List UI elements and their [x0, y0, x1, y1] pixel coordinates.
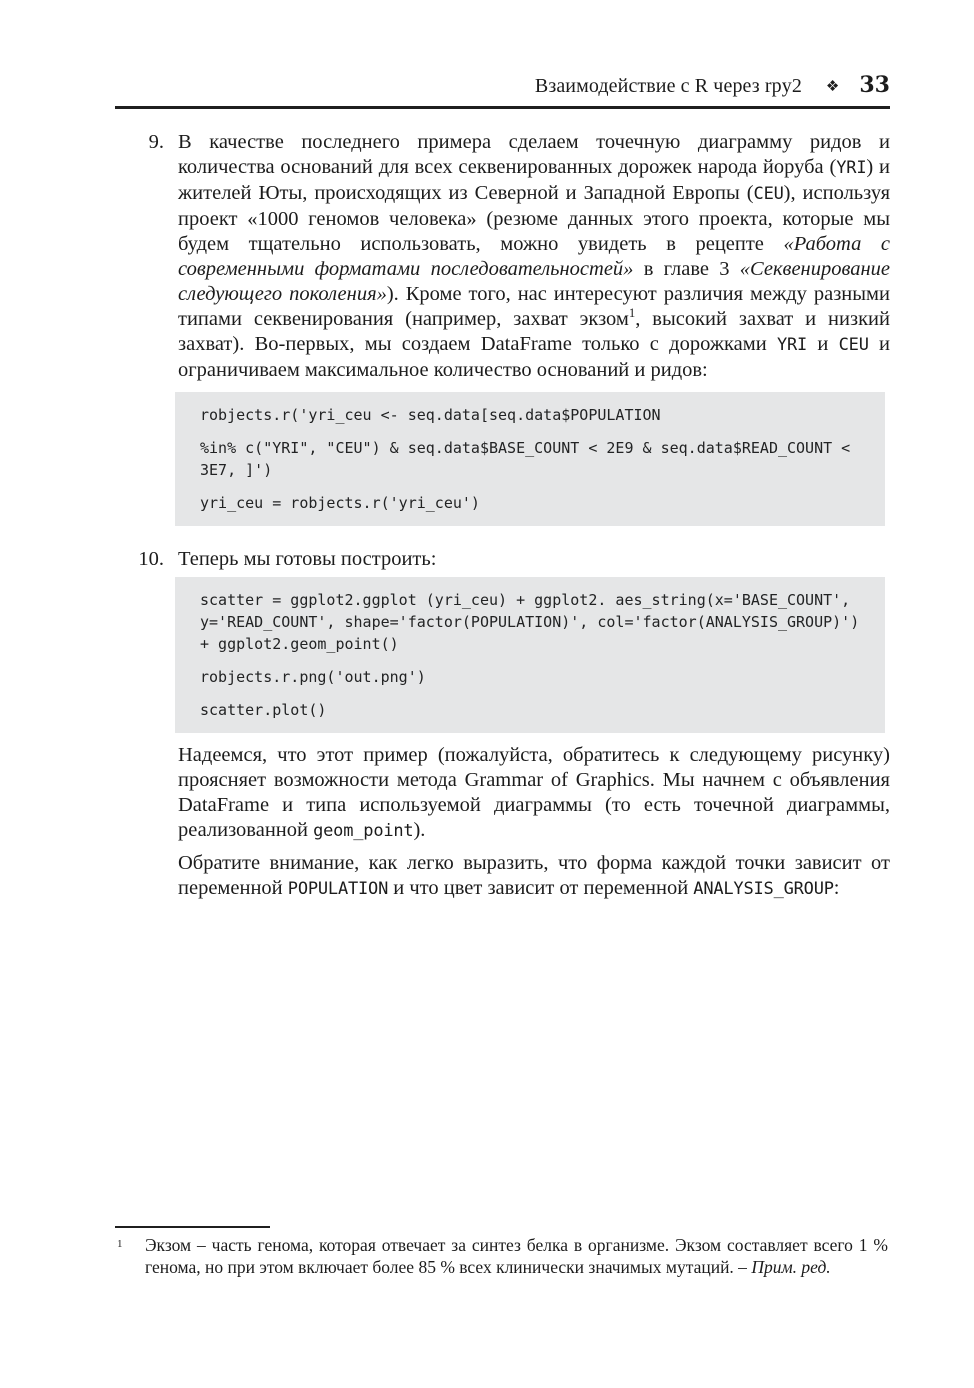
text-segment: geom_point: [313, 821, 414, 841]
code-line: scatter.plot(): [200, 701, 327, 719]
code-line: scatter = ggplot2.ggplot (yri_ceu) + ggplot2. aes_string(x='BASE_COUNT',: [200, 591, 851, 609]
code-block-dataframe-filter: [175, 392, 885, 526]
text-segment: CEU: [753, 184, 784, 204]
chapter-title: Взаимодействие с R через rpy2: [534, 75, 802, 97]
code-line: + ggplot2.geom_point(): [200, 635, 399, 653]
list-item-text: [178, 130, 890, 383]
text-segment: YRI: [776, 335, 808, 355]
code-line: 3E7, ]'): [200, 461, 273, 479]
footnote-row: [115, 1235, 888, 1278]
code-blank-line: [200, 655, 877, 666]
code-line: y='READ_COUNT', shape='factor(POPULATION)', col='factor(ANALYSIS_GROUP)'): [200, 613, 860, 631]
footnote: [115, 1226, 888, 1278]
footnote-rule: [115, 1226, 270, 1228]
code-line: %in% c("YRI", "CEU") & seq.data$BASE_COUNT < 2E9 & seq.data$READ_COUNT <: [200, 439, 851, 457]
text-segment: и что цвет зависит от переменной: [388, 877, 694, 899]
text-segment: «Работа с современными форматами последовательностей»: [178, 233, 890, 280]
code-blank-line: [200, 688, 877, 699]
footnote-text: [145, 1235, 888, 1278]
running-head: [115, 72, 890, 101]
paragraph-note-shape-color: [178, 851, 890, 902]
text-segment: ) и жителей Юты, происходящих из Северной и Западной Европы (: [178, 156, 890, 204]
footnote-mark: 1: [117, 1238, 123, 1250]
text-segment: :: [833, 877, 840, 899]
page-number: 33: [859, 72, 890, 98]
text-segment: и: [807, 333, 839, 355]
code-line: yri_ceu = robjects.r('yri_ceu'): [200, 494, 480, 512]
code-block-ggplot-scatter: [175, 577, 885, 733]
text-segment: в главе 3: [633, 258, 740, 280]
text-segment: POPULATION: [287, 879, 389, 899]
text-segment: ). Кроме того, нас интересуют различия между разными типами секвенирования (например, захват экзом: [178, 283, 890, 330]
ornament-diamond-icon: ❖: [825, 79, 840, 95]
text-segment: «Секвенирование следующего поколения»: [178, 258, 890, 305]
text-segment: В качестве последнего примера сделаем точечную диаграмму ридов и количества оснований для всех секвенированных дорожек народа йоруба (: [178, 131, 890, 178]
text-segment: Теперь мы готовы построить:: [178, 548, 437, 570]
text-segment: и ограничиваем максимальное количество оснований и ридов:: [178, 333, 890, 381]
text-segment: Прим. ред.: [751, 1256, 831, 1277]
text-segment: YRI: [836, 158, 867, 178]
list-item-10: [115, 547, 890, 572]
text-segment: 1: [628, 306, 636, 321]
text-segment: CEU: [838, 335, 869, 355]
text-segment: ), используя проект «1000 геномов человека» (резюме данных этого проекта, которые мы будем тщательно использовать, можно увидеть в рецепте: [178, 182, 890, 255]
header-rule: [115, 106, 890, 109]
list-item-text: [178, 547, 890, 572]
paragraph-grammar-of-graphics: [178, 743, 890, 844]
list-item-9: [115, 130, 890, 383]
text-segment: Экзом – часть генома, которая отвечает за синтез белка в организме. Экзом составляет всего 1 % генома, но при этом включает более 85 % всех клинически значимых мутаций. –: [145, 1235, 888, 1277]
list-item-number: 10.: [138, 548, 164, 570]
code-line: robjects.r.png('out.png'): [200, 668, 426, 686]
list-item-number: 9.: [148, 131, 164, 153]
code-blank-line: [200, 426, 877, 437]
text-segment: ).: [413, 819, 426, 841]
code-line: robjects.r('yri_ceu <- seq.data[seq.data$POPULATION: [200, 406, 661, 424]
text-segment: , высокий захват и низкий захват). Во-первых, мы создаем DataFrame только с дорожками: [178, 308, 890, 355]
text-segment: Обратите внимание, как легко выразить, что форма каждой точки зависит от переменной: [178, 852, 890, 899]
text-segment: ANALYSIS_GROUP: [693, 879, 834, 899]
text-segment: Надеемся, что этот пример (пожалуйста, обратитесь к следующему рисунку) проясняет возможности метода Grammar of Graphics. Мы начнем с объявления DataFrame и типа используемой диаграммы (то есть точечной диаграммы, реализованной: [178, 744, 890, 841]
code-blank-line: [200, 481, 877, 492]
